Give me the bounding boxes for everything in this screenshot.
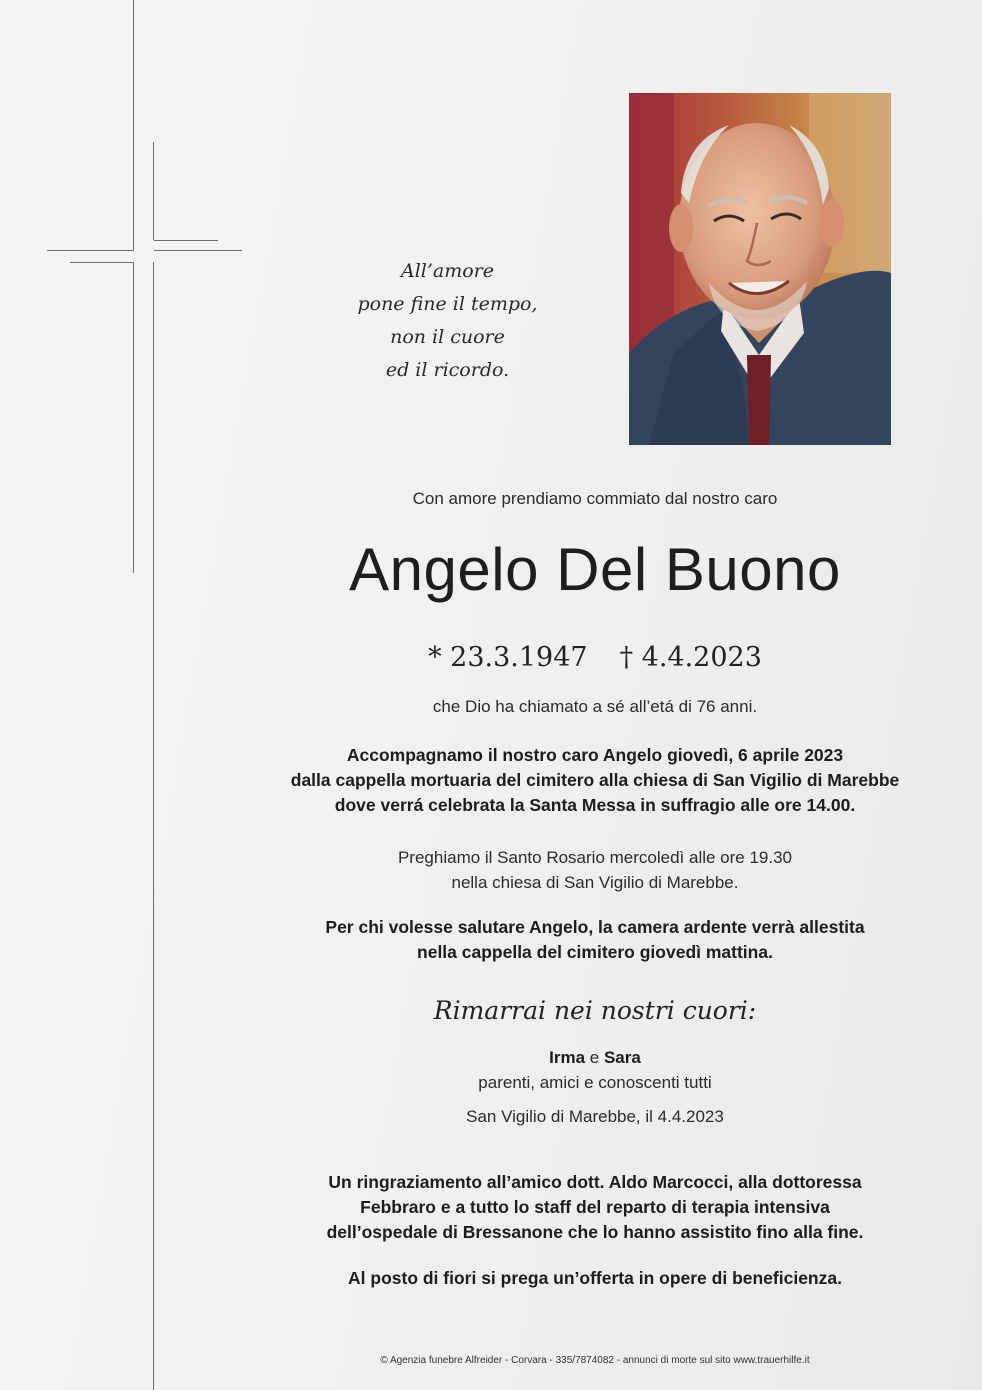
quote-line: pone fine il tempo,: [357, 293, 538, 315]
portrait-photo: [629, 93, 891, 445]
rosary-details: [200, 845, 982, 895]
life-dates: [200, 642, 982, 673]
funeral-line: dalla cappella mortuaria del cimitero alla chiesa di San Vigilio di Marebbe: [290, 770, 900, 790]
thanks-line: dell’ospedale di Bressanone che lo hanno assistito fino alla fine.: [326, 1222, 864, 1242]
rosary-line: nella chiesa di San Vigilio di Marebbe.: [451, 873, 739, 892]
thanks-block: [200, 1170, 982, 1245]
funeral-details: [200, 743, 982, 818]
age-line: che Dio ha chiamato a sé all’etá di 76 anni.: [432, 697, 758, 716]
footer-credit: © Agenzia funebre Alfreider - Corvara - 335/7874082 - annunci di morte sul sito www.trauerhilfe.it: [380, 1355, 810, 1366]
viewing-line: nella cappella del cimitero giovedì mattina.: [417, 942, 773, 962]
thanks-line: Un ringraziamento all’amico dott. Aldo Marcocci, alla dottoressa: [328, 1172, 862, 1192]
viewing-details: [200, 915, 982, 965]
flowers-note: Al posto di fiori si prega un’offerta in opere di beneficienza.: [348, 1268, 842, 1288]
quote-line: non il cuore: [390, 326, 505, 348]
funeral-line: dove verrá celebrata la Santa Messa in suffragio alle ore 14.00.: [334, 795, 856, 815]
intro-text: Con amore prendiamo commiato dal nostro caro: [412, 489, 778, 508]
quote-line: All’amore: [400, 260, 495, 282]
mourners-block: [200, 1045, 982, 1095]
memorial-quote: [330, 255, 565, 387]
farewell-text: Rimarrai nei nostri cuori:: [433, 996, 757, 1025]
mourner-name: Sara: [603, 1048, 641, 1067]
death-date: † 4.4.2023: [619, 642, 762, 673]
rosary-line: Preghiamo il Santo Rosario mercoledì alle ore 19.30: [397, 848, 793, 867]
funeral-line: Accompagnamo il nostro caro Angelo giovedì, 6 aprile 2023: [346, 745, 844, 765]
mourner-name: Irma: [549, 1048, 586, 1067]
thanks-line: Febbraro e a tutto lo staff del reparto di terapia intensiva: [360, 1197, 830, 1217]
place-date: San Vigilio di Marebbe, il 4.4.2023: [466, 1107, 724, 1126]
viewing-line: Per chi volesse salutare Angelo, la camera ardente verrà allestita: [325, 917, 865, 937]
deceased-name: Angelo Del Buono: [349, 536, 841, 603]
other-mourners: parenti, amici e conoscenti tutti: [478, 1073, 712, 1092]
family-names: [200, 1045, 982, 1070]
birth-date: * 23.3.1947: [428, 642, 588, 673]
quote-line: ed il ricordo.: [385, 359, 510, 381]
mourner-conjunction: e: [585, 1048, 604, 1067]
